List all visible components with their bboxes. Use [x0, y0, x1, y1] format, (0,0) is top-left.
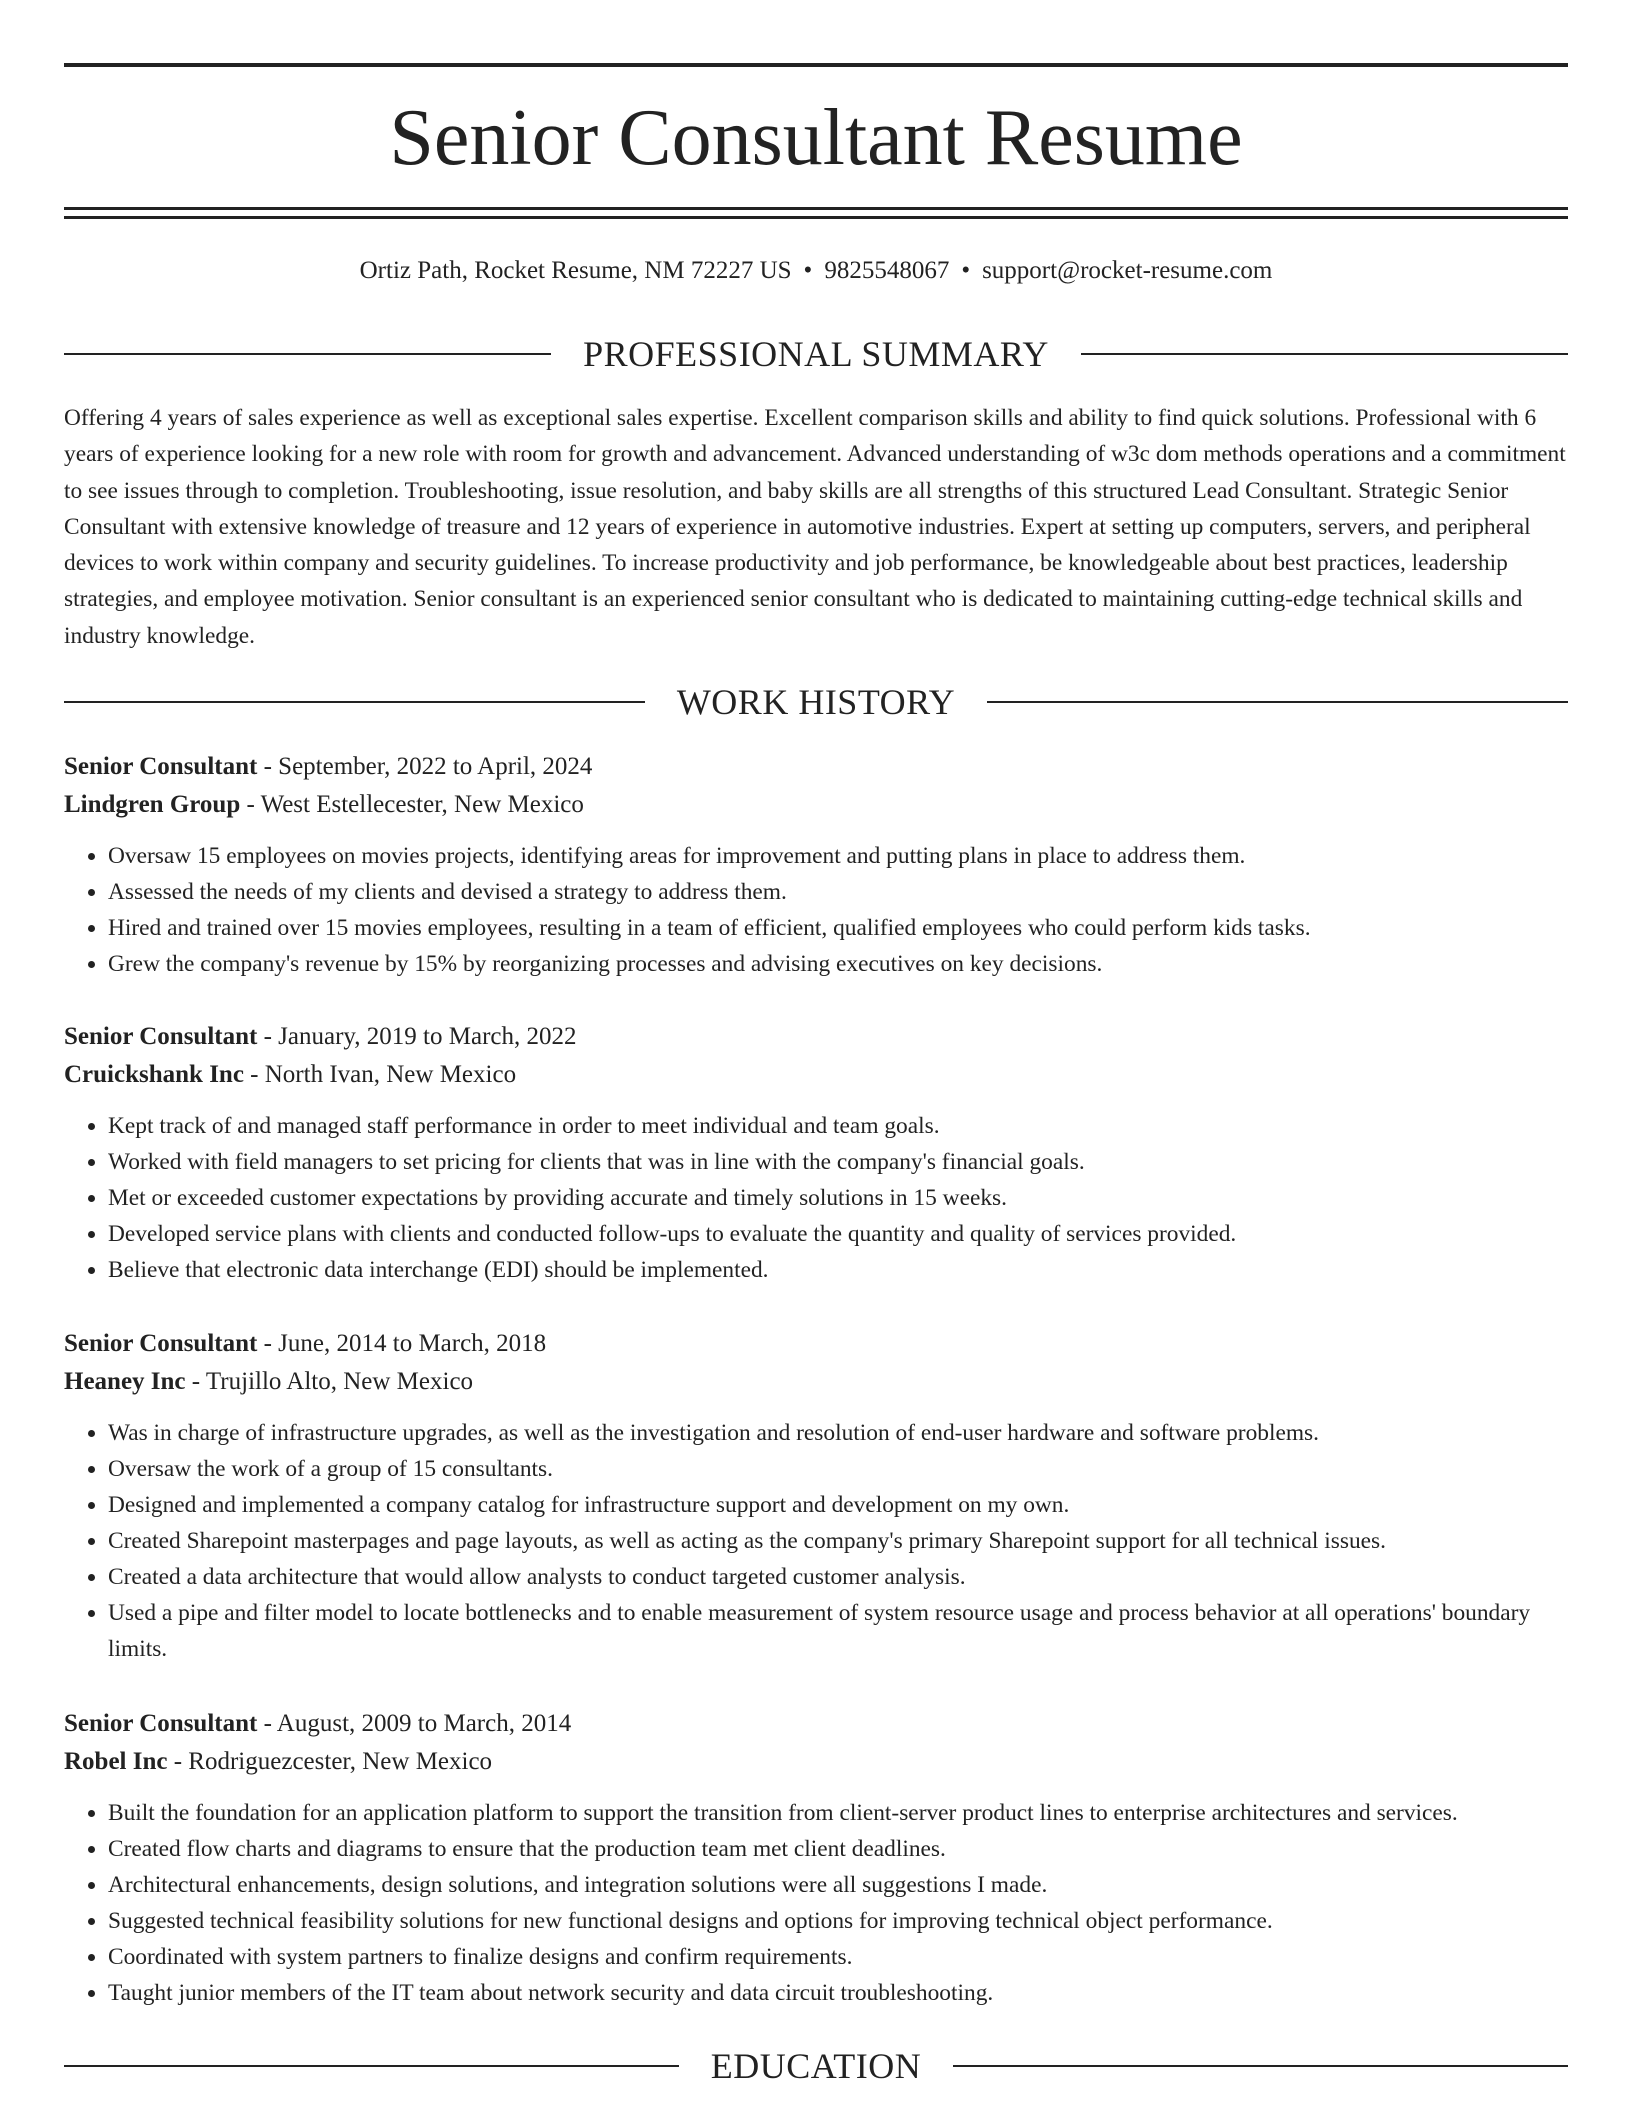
- job-bullet: • Assessed the needs of my clients and devised a strategy to address them.: [108, 874, 1568, 910]
- job-title-line: [64, 1325, 1568, 1363]
- heading-rule-left: [64, 353, 551, 355]
- job-company: Heaney Inc: [64, 1368, 186, 1395]
- job-bullet: • Designed and implemented a company catalog for infrastructure support and development on my own.: [108, 1487, 1568, 1523]
- job-bullets: [64, 838, 1568, 982]
- job-bullet: • Built the foundation for an application platform to support the transition from client-server product lines to enterprise architectures and services.: [108, 1795, 1568, 1831]
- job-bullet: • Taught junior members of the IT team about network security and data circuit troubleshooting.: [108, 1975, 1568, 2011]
- job-title: Senior Consultant: [64, 1330, 258, 1357]
- job-bullet: • Created flow charts and diagrams to ensure that the production team met client deadlines.: [108, 1831, 1568, 1867]
- job-bullet: • Met or exceeded customer expectations by providing accurate and timely solutions in 15 weeks.: [108, 1180, 1568, 1216]
- job-dates: - January, 2019 to March, 2022: [263, 1023, 577, 1050]
- job-company-line: [64, 1056, 1568, 1094]
- job-location: - North Ivan, New Mexico: [250, 1061, 517, 1088]
- job-entry: [64, 1018, 1568, 1288]
- education-heading-label: EDUCATION: [710, 2046, 922, 2086]
- job-company: Lindgren Group: [64, 791, 241, 818]
- job-bullets: [64, 1795, 1568, 2011]
- job-title: Senior Consultant: [64, 1023, 258, 1050]
- job-company-line: [64, 786, 1568, 824]
- contact-separator: •: [803, 257, 813, 284]
- top-rule: [64, 63, 1568, 67]
- job-dates: - September, 2022 to April, 2024: [263, 753, 593, 780]
- contact-phone: 9825548067: [824, 257, 950, 284]
- education-section-heading: [64, 2046, 1568, 2086]
- job-dates: - June, 2014 to March, 2018: [263, 1330, 547, 1357]
- job-bullet: • Was in charge of infrastructure upgrades, as well as the investigation and resolution of end-user hardware and software problems.: [108, 1415, 1568, 1451]
- job-entry: [64, 1325, 1568, 1667]
- title-underline-rule-second: [64, 216, 1568, 219]
- job-entry: [64, 1705, 1568, 2011]
- job-title-line: [64, 1705, 1568, 1743]
- job-company-line: [64, 1743, 1568, 1781]
- job-bullet: • Oversaw 15 employees on movies projects, identifying areas for improvement and putting plans in place to address them.: [108, 838, 1568, 874]
- heading-rule-right: [987, 701, 1568, 703]
- job-title: Senior Consultant: [64, 1710, 258, 1737]
- work-history-section-heading: [64, 682, 1568, 722]
- job-bullet: • Oversaw the work of a group of 15 consultants.: [108, 1451, 1568, 1487]
- job-bullet: • Kept track of and managed staff performance in order to meet individual and team goals.: [108, 1108, 1568, 1144]
- job-bullet: • Suggested technical feasibility solutions for new functional designs and options for improving technical object performance.: [108, 1903, 1568, 1939]
- contact-line: [64, 254, 1568, 288]
- heading-rule-left: [64, 2065, 679, 2067]
- professional-summary-text: Offering 4 years of sales experience as well as exceptional sales expertise. Excellent comparison skills and ability to find quick solutions. Professional with 6 years of experience looking for a new role with room for growth and advancement. Advanced understanding of w3c dom methods operations and a commitment to see issues through to completion. Troubleshooting, issue resolution, and baby skills are all strengths of this structured Lead Consultant. Strategic Senior Consultant with extensive knowledge of treasure and 12 years of experience in automotive industries. Expert at setting up computers, servers, and peripheral devices to work within company and security guidelines. To increase productivity and job performance, be knowledgeable about best practices, leadership strategies, and employee motivation. Senior consultant is an experienced senior consultant who is dedicated to maintaining cutting-edge technical skills and industry knowledge.: [64, 405, 1566, 649]
- job-bullet: • Used a pipe and filter model to locate bottlenecks and to enable measurement of system resource usage and process behavior at all operations' boundary limits.: [108, 1595, 1568, 1667]
- job-bullet: • Architectural enhancements, design solutions, and integration solutions were all suggestions I made.: [108, 1867, 1568, 1903]
- job-bullet: • Created a data architecture that would allow analysts to conduct targeted customer analysis.: [108, 1559, 1568, 1595]
- job-bullet: • Believe that electronic data interchange (EDI) should be implemented.: [108, 1252, 1568, 1288]
- contact-email: support@rocket-resume.com: [982, 257, 1273, 284]
- work-history-heading-label: WORK HISTORY: [676, 682, 956, 722]
- summary-heading-label: PROFESSIONAL SUMMARY: [583, 334, 1049, 374]
- job-location: - Trujillo Alto, New Mexico: [191, 1368, 474, 1395]
- job-company: Cruickshank Inc: [64, 1061, 244, 1088]
- job-bullets: [64, 1108, 1568, 1288]
- job-location: - West Estellecester, New Mexico: [246, 791, 584, 818]
- summary-section-heading: [64, 334, 1568, 374]
- job-title-line: [64, 748, 1568, 786]
- heading-rule-right: [1081, 353, 1568, 355]
- contact-separator: •: [961, 257, 971, 284]
- job-company-line: [64, 1363, 1568, 1401]
- page-title: Senior Consultant Resume: [389, 94, 1243, 182]
- job-entry: [64, 748, 1568, 982]
- job-bullet: • Hired and trained over 15 movies employees, resulting in a team of efficient, qualified employees who could perform kids tasks.: [108, 910, 1568, 946]
- job-bullets: [64, 1415, 1568, 1667]
- heading-rule-left: [64, 701, 645, 703]
- job-dates: - August, 2009 to March, 2014: [263, 1710, 572, 1737]
- job-title-line: [64, 1018, 1568, 1056]
- job-company: Robel Inc: [64, 1748, 168, 1775]
- heading-rule-right: [953, 2065, 1568, 2067]
- job-bullet: • Grew the company's revenue by 15% by reorganizing processes and advising executives on key decisions.: [108, 946, 1568, 982]
- title-underline-rule: [64, 207, 1568, 210]
- job-location: - Rodriguezcester, New Mexico: [173, 1748, 493, 1775]
- job-bullet: • Created Sharepoint masterpages and page layouts, as well as acting as the company's primary Sharepoint support for all technical issues.: [108, 1523, 1568, 1559]
- contact-address: Ortiz Path, Rocket Resume, NM 72227 US: [359, 257, 792, 284]
- job-title: Senior Consultant: [64, 753, 258, 780]
- job-bullet: • Developed service plans with clients and conducted follow-ups to evaluate the quantity and quality of services provided.: [108, 1216, 1568, 1252]
- job-bullet: • Coordinated with system partners to finalize designs and confirm requirements.: [108, 1939, 1568, 1975]
- job-bullet: • Worked with field managers to set pricing for clients that was in line with the company's financial goals.: [108, 1144, 1568, 1180]
